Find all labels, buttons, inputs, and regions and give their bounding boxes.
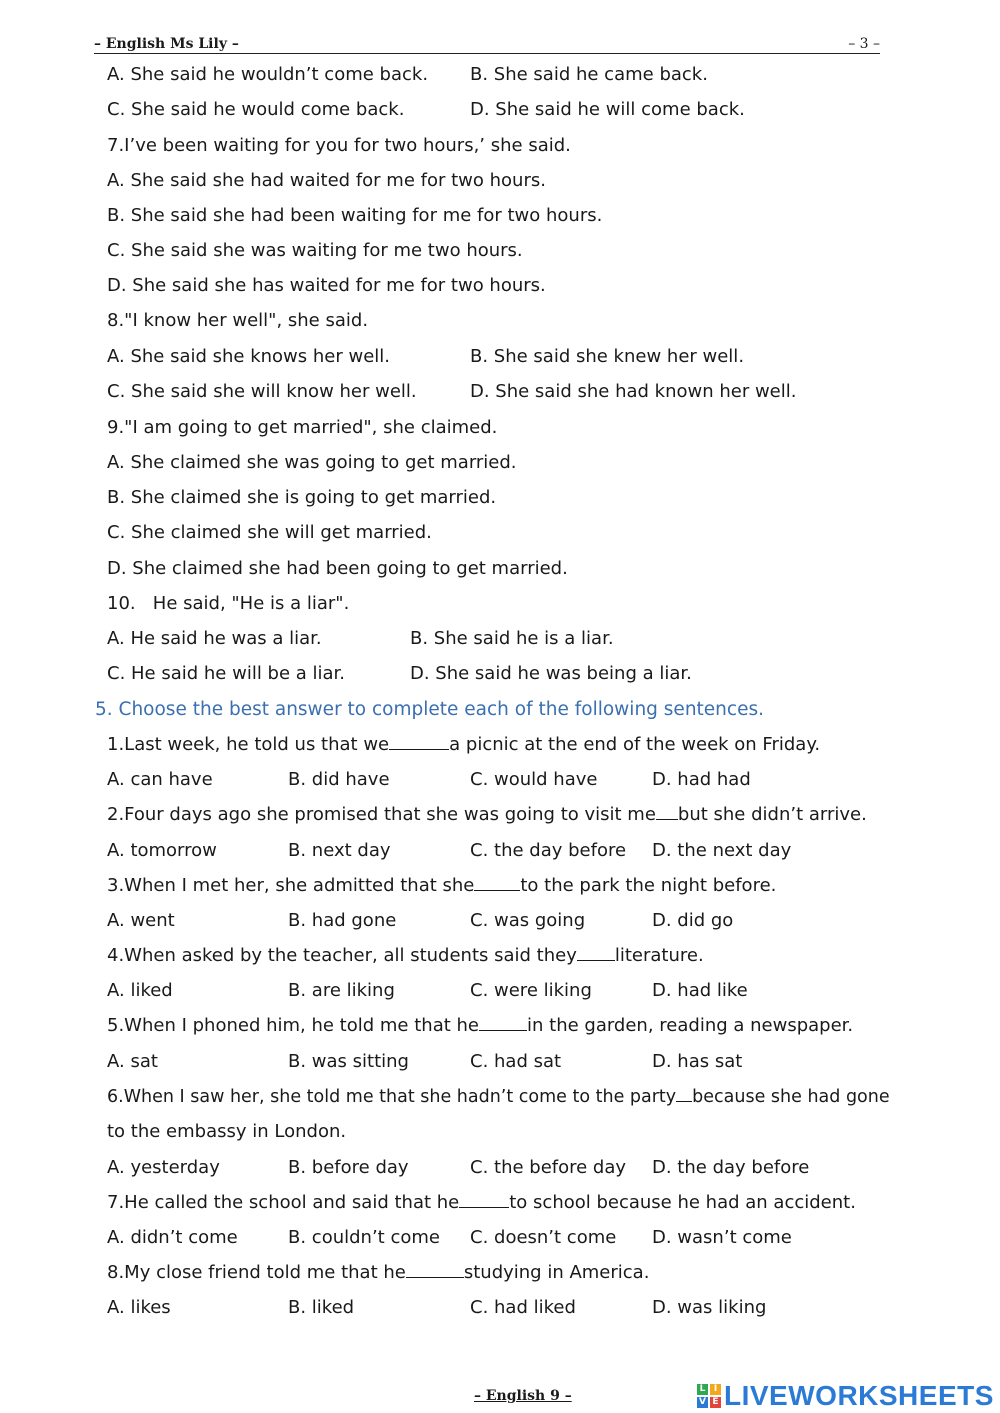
page-footer: – English 9 –: [474, 1388, 572, 1404]
s7-stem: [107, 1192, 856, 1214]
s8-option-b[interactable]: B. liked: [288, 1297, 355, 1318]
s5-stem-pre: 5.When I phoned him, he told me that he: [107, 1015, 479, 1036]
s4-stem: [107, 945, 704, 967]
s8-option-d[interactable]: D. was liking: [652, 1297, 767, 1318]
q6-option-a: A. She said he wouldn’t come back.: [107, 64, 429, 85]
s1-stem-pre: 1.Last week, he told us that we: [107, 734, 390, 755]
brand-icon-i: I: [710, 1384, 721, 1395]
s7-option-c[interactable]: C. doesn’t come: [470, 1227, 617, 1248]
q8-option-b: B. She said she knew her well.: [470, 346, 745, 367]
s2-stem-pre: 2.Four days ago she promised that she was going to visit me: [107, 804, 656, 825]
s1-blank[interactable]: [389, 734, 449, 750]
q8-option-d: D. She said she had known her well.: [470, 381, 797, 402]
s5-blank[interactable]: [479, 1015, 527, 1031]
s4-stem-pre: 4.When asked by the teacher, all students said they: [107, 945, 577, 966]
s2-option-a[interactable]: A. tomorrow: [107, 840, 217, 861]
s4-stem-post: literature.: [614, 945, 704, 966]
s8-stem: [107, 1262, 649, 1284]
s6-stem-post: because she had gone: [692, 1087, 890, 1107]
liveworksheets-logo[interactable]: [697, 1380, 994, 1412]
s4-option-c[interactable]: C. were liking: [470, 980, 592, 1001]
s2-option-b[interactable]: B. next day: [288, 840, 391, 861]
q6-option-c: C. She said he would come back.: [107, 99, 405, 120]
s6-option-c[interactable]: C. the before day: [470, 1157, 627, 1178]
brand-icon-l: L: [697, 1384, 708, 1395]
s3-option-a[interactable]: A. went: [107, 910, 175, 931]
q9-option-c: C. She claimed she will get married.: [107, 522, 432, 543]
s8-stem-pre: 8.My close friend told me that he: [107, 1262, 406, 1283]
s5-option-c[interactable]: C. had sat: [470, 1051, 562, 1072]
s5-option-b[interactable]: B. was sitting: [288, 1051, 409, 1072]
s7-option-a[interactable]: A. didn’t come: [107, 1227, 238, 1248]
s6-stem-pre: 6.When I saw her, she told me that she hadn’t come to the party: [107, 1087, 677, 1107]
q7-option-d: D. She said she has waited for me for two hours.: [107, 275, 546, 296]
s5-stem-post: in the garden, reading a newspaper.: [527, 1015, 854, 1036]
s3-stem: [107, 875, 776, 897]
s6-option-a[interactable]: A. yesterday: [107, 1157, 220, 1178]
q10-option-c: C. He said he will be a liar.: [107, 663, 346, 684]
q9-stem: 9."I am going to get married", she claimed.: [107, 417, 498, 438]
q10-option-b: B. She said he is a liar.: [410, 628, 614, 649]
s1-stem: [107, 734, 820, 756]
s8-option-c[interactable]: C. had liked: [470, 1297, 576, 1318]
q8-option-c: C. She said she will know her well.: [107, 381, 417, 402]
s5-option-a[interactable]: A. sat: [107, 1051, 158, 1072]
s7-blank[interactable]: [459, 1192, 509, 1208]
q7-stem: 7.I’ve been waiting for you for two hours,’ she said.: [107, 135, 571, 156]
s6-blank[interactable]: [676, 1086, 692, 1102]
page-number: – 3 –: [848, 36, 880, 52]
q8-stem: 8."I know her well", she said.: [107, 310, 369, 331]
s4-option-d[interactable]: D. had like: [652, 980, 748, 1001]
q10-option-a: A. He said he was a liar.: [107, 628, 322, 649]
brand-name: LIVEWORKSHEETS: [724, 1380, 994, 1411]
s7-stem-post: to school because he had an accident.: [509, 1192, 856, 1213]
q7-option-b: B. She said she had been waiting for me for two hours.: [107, 205, 603, 226]
s3-blank[interactable]: [474, 875, 520, 891]
brand-icon-e: E: [710, 1397, 721, 1408]
s2-option-c[interactable]: C. the day before: [470, 840, 627, 861]
header-title: – English Ms Lily –: [94, 36, 239, 52]
s1-option-b[interactable]: B. did have: [288, 769, 390, 790]
s2-blank[interactable]: [656, 804, 678, 820]
s4-blank[interactable]: [577, 945, 615, 961]
s3-stem-pre: 3.When I met her, she admitted that she: [107, 875, 475, 896]
q6-option-d: D. She said he will come back.: [470, 99, 745, 120]
s6-option-d[interactable]: D. the day before: [652, 1157, 810, 1178]
q10-stem: 10. He said, "He is a liar".: [107, 593, 350, 614]
s1-stem-post: a picnic at the end of the week on Friday.: [449, 734, 821, 755]
s6-stem: [107, 1086, 890, 1108]
s8-stem-post: studying in America.: [463, 1262, 650, 1283]
s3-option-c[interactable]: C. was going: [470, 910, 586, 931]
brand-icon: [697, 1384, 721, 1408]
s2-stem-post: but she didn’t arrive.: [677, 804, 867, 825]
s7-option-d[interactable]: D. wasn’t come: [652, 1227, 792, 1248]
q7-option-c: C. She said she was waiting for me two hours.: [107, 240, 523, 261]
s6-option-b[interactable]: B. before day: [288, 1157, 409, 1178]
s7-stem-pre: 7.He called the school and said that he: [107, 1192, 460, 1213]
s1-option-c[interactable]: C. would have: [470, 769, 598, 790]
q7-option-a: A. She said she had waited for me for two hours.: [107, 170, 546, 191]
s1-option-d[interactable]: D. had had: [652, 769, 751, 790]
s4-option-a[interactable]: A. liked: [107, 980, 173, 1001]
s1-option-a[interactable]: A. can have: [107, 769, 213, 790]
brand-icon-v: V: [697, 1397, 708, 1408]
q10-option-d: D. She said he was being a liar.: [410, 663, 692, 684]
s3-option-d[interactable]: D. did go: [652, 910, 734, 931]
section-5-title: 5. Choose the best answer to complete each of the following sentences.: [95, 699, 764, 720]
s6-stem-cont: to the embassy in London.: [107, 1121, 347, 1142]
s8-blank[interactable]: [406, 1262, 464, 1278]
s2-stem: [107, 804, 867, 826]
s3-stem-post: to the park the night before.: [520, 875, 777, 896]
s7-option-b[interactable]: B. couldn’t come: [288, 1227, 440, 1248]
q6-option-b: B. She said he came back.: [470, 64, 708, 85]
q9-option-a: A. She claimed she was going to get married.: [107, 452, 517, 473]
q9-option-b: B. She claimed she is going to get married.: [107, 487, 497, 508]
s4-option-b[interactable]: B. are liking: [288, 980, 395, 1001]
s5-option-d[interactable]: D. has sat: [652, 1051, 743, 1072]
s8-option-a[interactable]: A. likes: [107, 1297, 171, 1318]
page-header: [94, 36, 880, 54]
s2-option-d[interactable]: D. the next day: [652, 840, 792, 861]
s3-option-b[interactable]: B. had gone: [288, 910, 397, 931]
s5-stem: [107, 1015, 853, 1037]
q9-option-d: D. She claimed she had been going to get married.: [107, 558, 568, 579]
q8-option-a: A. She said she knows her well.: [107, 346, 390, 367]
